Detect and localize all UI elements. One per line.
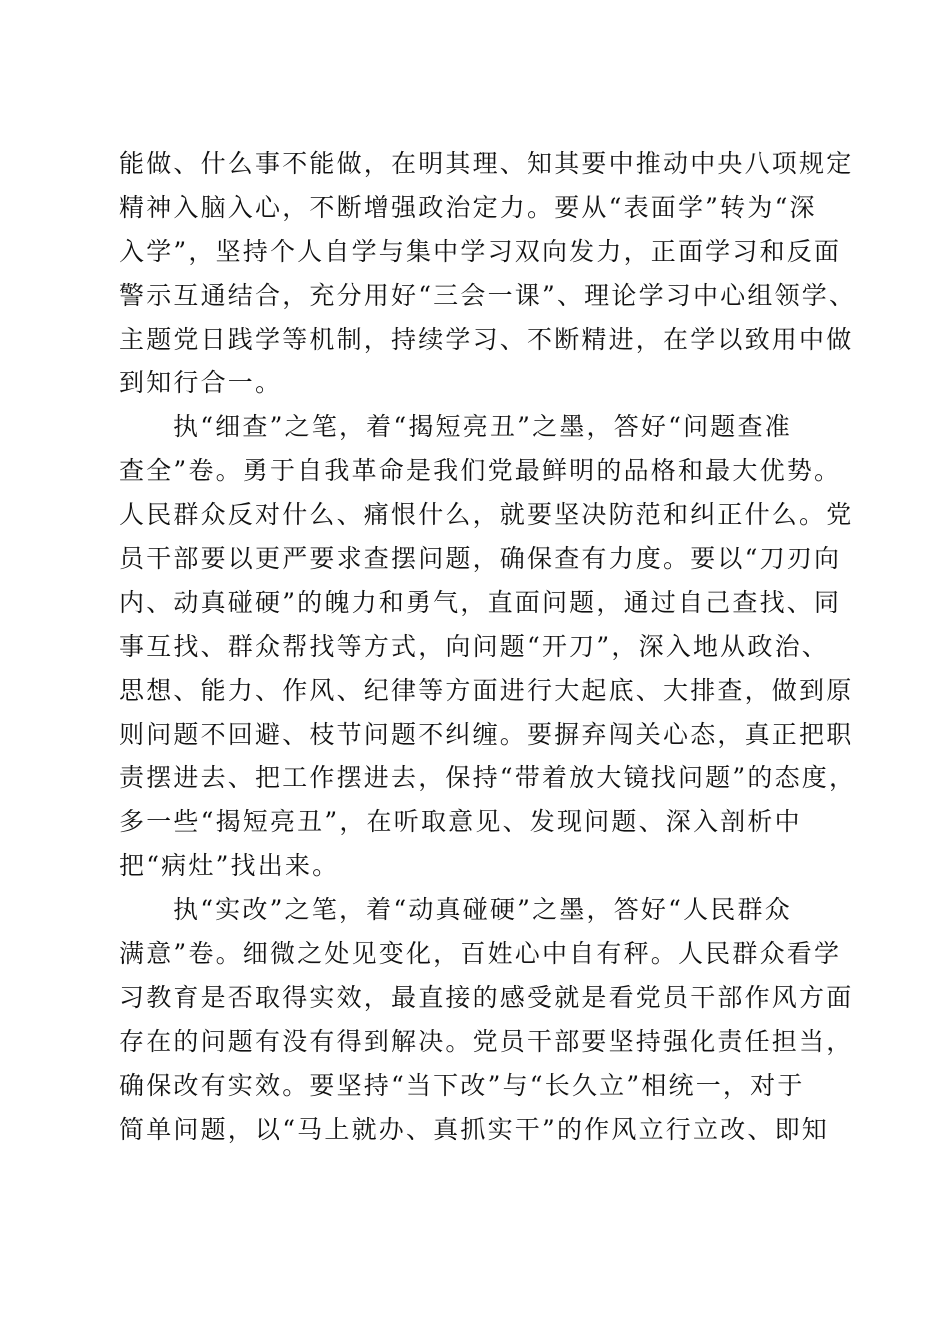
text-line: 习教育是否取得实效，最直接的感受就是看党员干部作风方面 bbox=[119, 982, 854, 1012]
text-line: 入学”，坚持个人自学与集中学习双向发力，正面学习和反面 bbox=[119, 236, 842, 266]
text-line: 能做、什么事不能做，在明其理、知其要中推动中央八项规定 bbox=[119, 149, 854, 178]
text-line: 多一些“揭短亮丑”，在听取意见、发现问题、深入剖析中 bbox=[119, 807, 802, 837]
text-line: 精神入脑入心，不断增强政治定力。要从“表面学”转为“深 bbox=[119, 192, 817, 222]
document-body bbox=[119, 142, 857, 1151]
text-line: 简单问题，以“马上就办、真抓实干”的作风立行立改、即知 bbox=[119, 1114, 829, 1144]
text-line: 警示互通结合，充分用好“三会一课”、理论学习中心组领学、 bbox=[119, 280, 857, 310]
text-line: 人民群众反对什么、痛恨什么，就要坚决防范和纠正什么。党 bbox=[119, 500, 854, 530]
text-line: 主题党日践学等机制，持续学习、不断精进，在学以致用中做 bbox=[119, 324, 854, 354]
text-line: 把“病灶”找出来。 bbox=[119, 851, 340, 881]
text-line: 执“细查”之笔，着“揭短亮丑”之墨，答好“问题查准 bbox=[173, 412, 792, 442]
text-line: 内、动真碰硬”的魄力和勇气，直面问题，通过自己查找、同 bbox=[119, 587, 842, 617]
text-line: 则问题不回避、枝节问题不纠缠。要摒弃闯关心态，真正把职 bbox=[119, 719, 854, 749]
text-line: 查全”卷。勇于自我革命是我们党最鲜明的品格和最大优势。 bbox=[119, 456, 842, 486]
text-line: 到知行合一。 bbox=[119, 368, 283, 398]
text-line: 确保改有实效。要坚持“当下改”与“长久立”相统一，对于 bbox=[119, 1070, 805, 1100]
text-line: 员干部要以更严要求查摆问题，确保查有力度。要以“刀刃向 bbox=[119, 544, 842, 574]
text-line: 责摆进去、把工作摆进去，保持“带着放大镜找问题”的态度， bbox=[119, 763, 857, 793]
text-line: 思想、能力、作风、纪律等方面进行大起底、大排查，做到原 bbox=[119, 675, 854, 705]
text-line: 满意”卷。细微之处见变化，百姓心中自有秤。人民群众看学 bbox=[119, 939, 842, 969]
text-line: 执“实改”之笔，着“动真碰硬”之墨，答好“人民群众 bbox=[173, 895, 792, 925]
text-line: 事互找、群众帮找等方式，向问题“开刀”，深入地从政治、 bbox=[119, 631, 829, 661]
text-line: 存在的问题有没有得到解决。党员干部要坚持强化责任担当， bbox=[119, 1026, 854, 1056]
